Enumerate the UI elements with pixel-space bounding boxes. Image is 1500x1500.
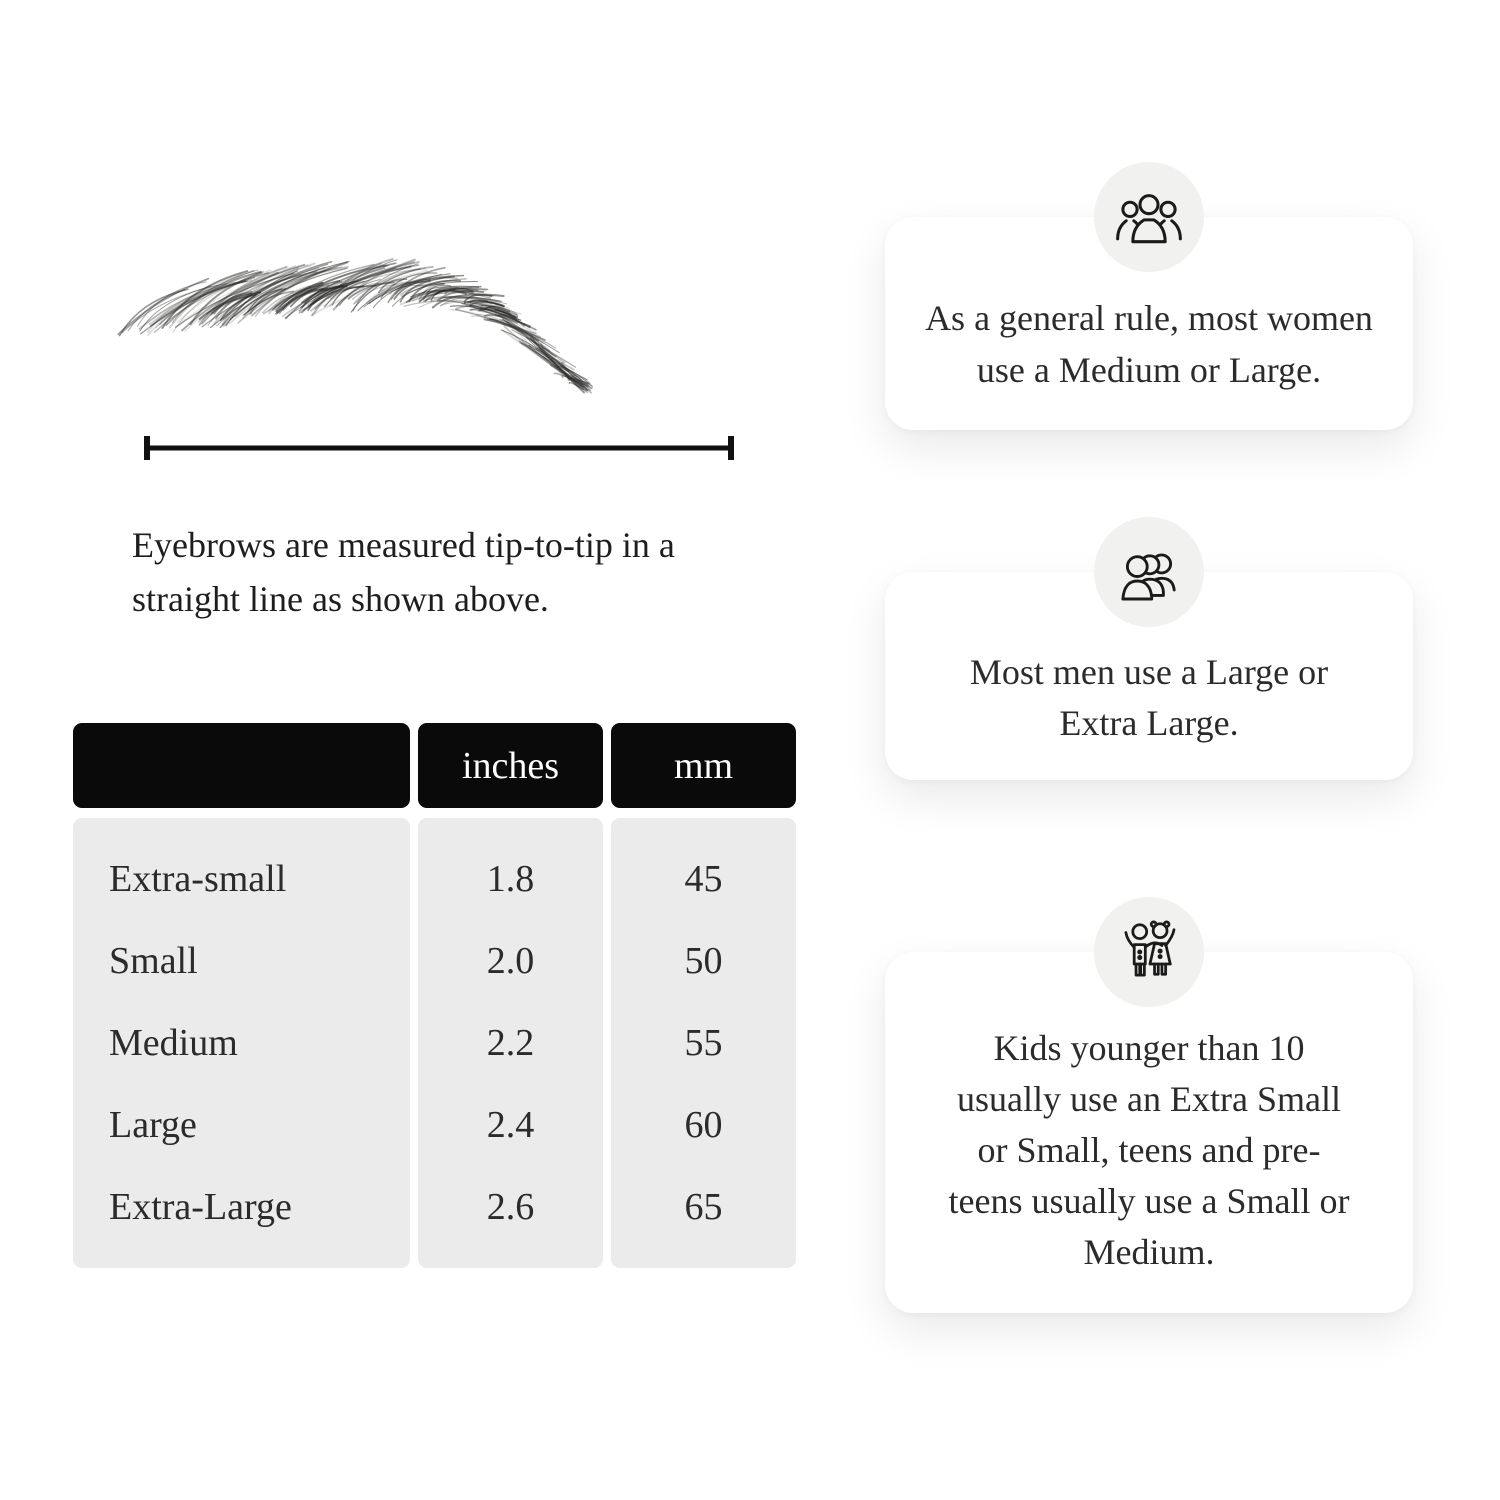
info-card-women (885, 217, 1413, 430)
inches-value-cell: 2.0 (486, 940, 535, 982)
header-cell-blank (73, 723, 410, 808)
inches-value-cell: 2.2 (486, 1022, 535, 1064)
size-label-cell: Extra-Large (109, 1186, 292, 1228)
men-group-icon (1111, 536, 1187, 608)
icon-badge (1094, 897, 1204, 1007)
header-cell-mm: mm (611, 723, 796, 808)
size-label-cell: Extra-small (109, 858, 287, 900)
icon-badge (1094, 517, 1204, 627)
column-inches-values (418, 818, 603, 1268)
card-text-women: As a general rule, most women use a Medium or Large. (925, 298, 1373, 390)
figure-caption: Eyebrows are measured tip-to-tip in a straight line as shown above. (132, 525, 675, 619)
size-table-body (73, 818, 796, 1268)
info-card-men (885, 572, 1413, 780)
icon-badge (1094, 162, 1204, 272)
inches-value-cell: 1.8 (486, 858, 535, 900)
women-group-icon (1111, 179, 1187, 255)
mm-value-cell: 55 (684, 1022, 723, 1064)
mm-value-cell: 45 (684, 858, 723, 900)
size-table-header (73, 723, 796, 808)
inches-value-cell: 2.6 (486, 1186, 535, 1228)
size-label-cell: Medium (109, 1022, 238, 1064)
info-card-kids (885, 952, 1413, 1313)
mm-value-cell: 60 (684, 1104, 723, 1146)
inches-value-cell: 2.4 (486, 1104, 535, 1146)
mm-value-cell: 65 (684, 1186, 723, 1228)
size-label-cell: Large (109, 1104, 197, 1146)
mm-value-cell: 50 (684, 940, 723, 982)
header-cell-inches: inches (418, 723, 603, 808)
card-text-kids: Kids younger than 10 usually use an Extra Small or Small, teens and pre-teens usually use a Small or Medium. (948, 1027, 1350, 1273)
card-text-men: Most men use a Large or Extra Large. (969, 651, 1329, 743)
column-size-labels (73, 818, 410, 1268)
kids-icon (1112, 915, 1186, 989)
eyebrow-illustration (95, 238, 595, 423)
column-mm-values (611, 818, 796, 1268)
measurement-line (143, 434, 735, 462)
size-label-cell: Small (109, 940, 198, 982)
